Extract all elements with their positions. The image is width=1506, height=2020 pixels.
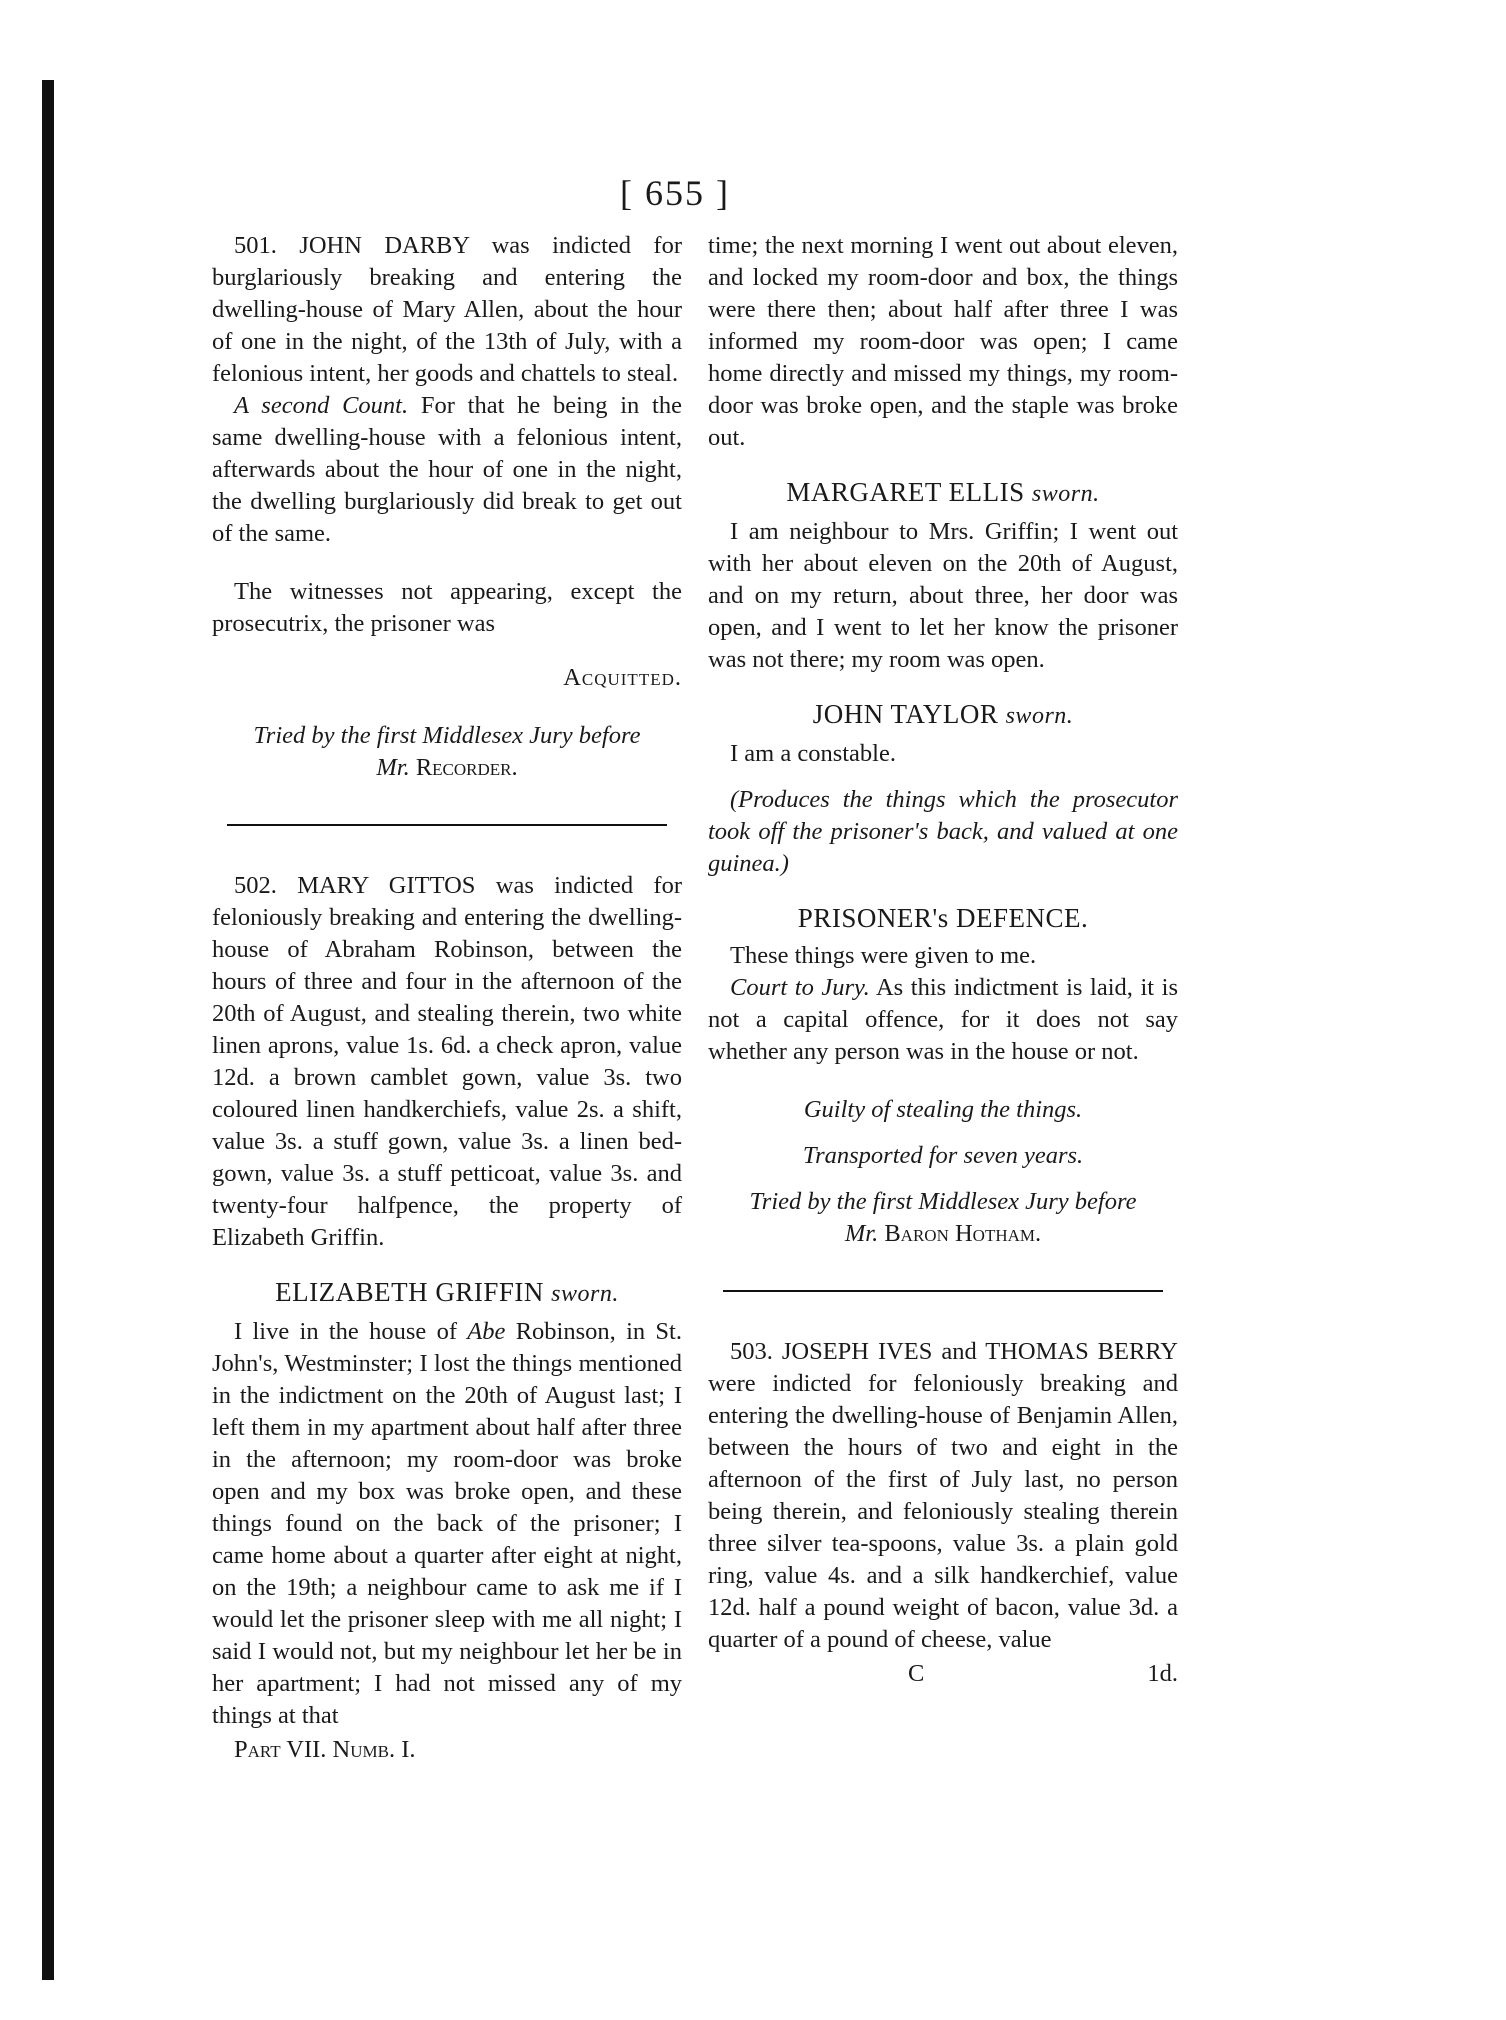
second-count xyxy=(212,390,682,550)
sentence: Transported for seven years. xyxy=(802,1142,1084,1169)
tried-by-line-1: Tried by the first Middlesex Jury before xyxy=(253,722,641,749)
judge-title: Mr. xyxy=(844,1220,879,1247)
testimony-griffin xyxy=(212,1316,682,1732)
guilty-verdict: Guilty of stealing the things. xyxy=(803,1096,1083,1123)
court-text: As this indictment is laid, it is not a capital offence, for it does not say whether any person was in the house or not. xyxy=(708,974,1179,1065)
testimony-abe: Abe xyxy=(467,1318,506,1345)
witness-heading-taylor xyxy=(708,698,1178,732)
court-to-jury xyxy=(708,972,1178,1068)
tried-by-judge-1 xyxy=(212,752,682,784)
produces-note: (Produces the things which the prosecutor took off the prisoner's back, and valued at one guinea.) xyxy=(708,786,1178,877)
witness-name: JOHN TAYLOR xyxy=(812,699,999,729)
judge-name: Baron Hotham. xyxy=(878,1220,1042,1247)
verdict-acquitted: Acquitted. xyxy=(563,664,682,691)
witnesses-note: The witnesses not appearing, except the prosecutrix, the prisoner was xyxy=(212,578,682,637)
tried-by-line-2: Tried by the first Middlesex Jury before xyxy=(749,1188,1137,1215)
continuation-text: time; the next morning I went out about eleven, and locked my room-door and box, the things were there then; about half after three I was informed my room-door was open; I came home directly and missed my things, my room-door was broke open, and the staple was broke out. xyxy=(708,232,1178,451)
sworn-label: sworn. xyxy=(1005,703,1074,729)
witness-heading-griffin xyxy=(212,1276,682,1310)
part-number: Part VII. Numb. I. xyxy=(234,1736,416,1763)
testimony-taylor: I am a constable. xyxy=(730,740,896,767)
tried-by-judge-2 xyxy=(708,1218,1178,1250)
testimony-part: Robinson, in St. John's, Westminster; I lost the things mentioned in the indictment on the 20th of August last; I left them in my apartment about half after three in the afternoon; my room-door was broke open and my box was broke open, and these things found on the back of the prisoner; I came home about a quarter after eight at night, on the 19th; a neighbour came to ask me if I would let the prisoner sleep with me all night; I said I would not, but my neighbour let her be in her apartment; I had not missed any of my things at that xyxy=(212,1318,682,1729)
catchword: 1d. xyxy=(1147,1660,1178,1687)
case-502-text: 502. MARY GITTOS was indicted for feloniously breaking and entering the dwelling-house of Abraham Robinson, between the hours of three and four in the afternoon of the 20th of August, and stealing therein, two white linen aprons, value 1s. 6d. a check apron, value 12d. a brown camblet gown, value 3s. two coloured linen handkerchiefs, value 2s. a shift, value 3s. a stuff gown, value 3s. a linen bed-gown, value 3s. a stuff petticoat, value 3s. and twenty-four halfpence, the property of Elizabeth Griffin. xyxy=(212,872,682,1251)
case-501-text: 501. JOHN DARBY was indicted for burglariously breaking and entering the dwelling-house of Mary Allen, about the hour of one in the night, of the 13th of July, with a felonious intent, her goods and chattels to steal. xyxy=(212,232,682,387)
signature-mark: C xyxy=(908,1660,925,1687)
judge-title: Mr. xyxy=(376,754,410,781)
section-divider xyxy=(723,1290,1163,1292)
witness-name: MARGARET ELLIS xyxy=(786,477,1025,507)
right-column xyxy=(708,230,1178,1690)
section-divider xyxy=(227,824,667,826)
page-number: [ 655 ] xyxy=(620,173,730,213)
left-column xyxy=(212,230,682,1766)
sworn-label: sworn. xyxy=(551,1281,619,1307)
second-count-text: For that he being in the same dwelling-house with a felonious intent, afterwards about the hour of one in the night, the dwelling burglariously did break to get out of the same. xyxy=(212,392,682,547)
sworn-label: sworn. xyxy=(1031,481,1100,507)
footer-left xyxy=(212,1734,682,1766)
footer-right xyxy=(708,1658,1178,1690)
defence-heading: PRISONER's DEFENCE. xyxy=(797,903,1089,933)
case-503-text: 503. JOSEPH IVES and THOMAS BERRY were indicted for feloniously breaking and entering the dwelling-house of Benjamin Allen, between the hours of two and eight in the afternoon of the first of July last, no person being therein, and feloniously stealing therein three silver tea-spoons, value 3s. a plain gold ring, value 4s. and a silk handkerchief, value 12d. half a pound weight of bacon, value 3d. a quarter of a pound of cheese, value xyxy=(708,1338,1178,1653)
defence-text: These things were given to me. xyxy=(730,942,1037,969)
testimony-part: I live in the house of xyxy=(234,1318,468,1345)
testimony-ellis: I am neighbour to Mrs. Griffin; I went out with her about eleven on the 20th of August, and on my return, about three, her door was open, and I went to let her know the prisoner was not there; my room was open. xyxy=(708,518,1178,673)
page-binding-edge xyxy=(42,80,54,1980)
witness-heading-ellis xyxy=(708,476,1178,510)
second-count-label: A second Count. xyxy=(234,392,409,419)
court-label: Court to Jury. xyxy=(730,974,870,1001)
witness-name: ELIZABETH GRIFFIN xyxy=(275,1277,544,1307)
judge-name: Recorder. xyxy=(409,754,518,781)
